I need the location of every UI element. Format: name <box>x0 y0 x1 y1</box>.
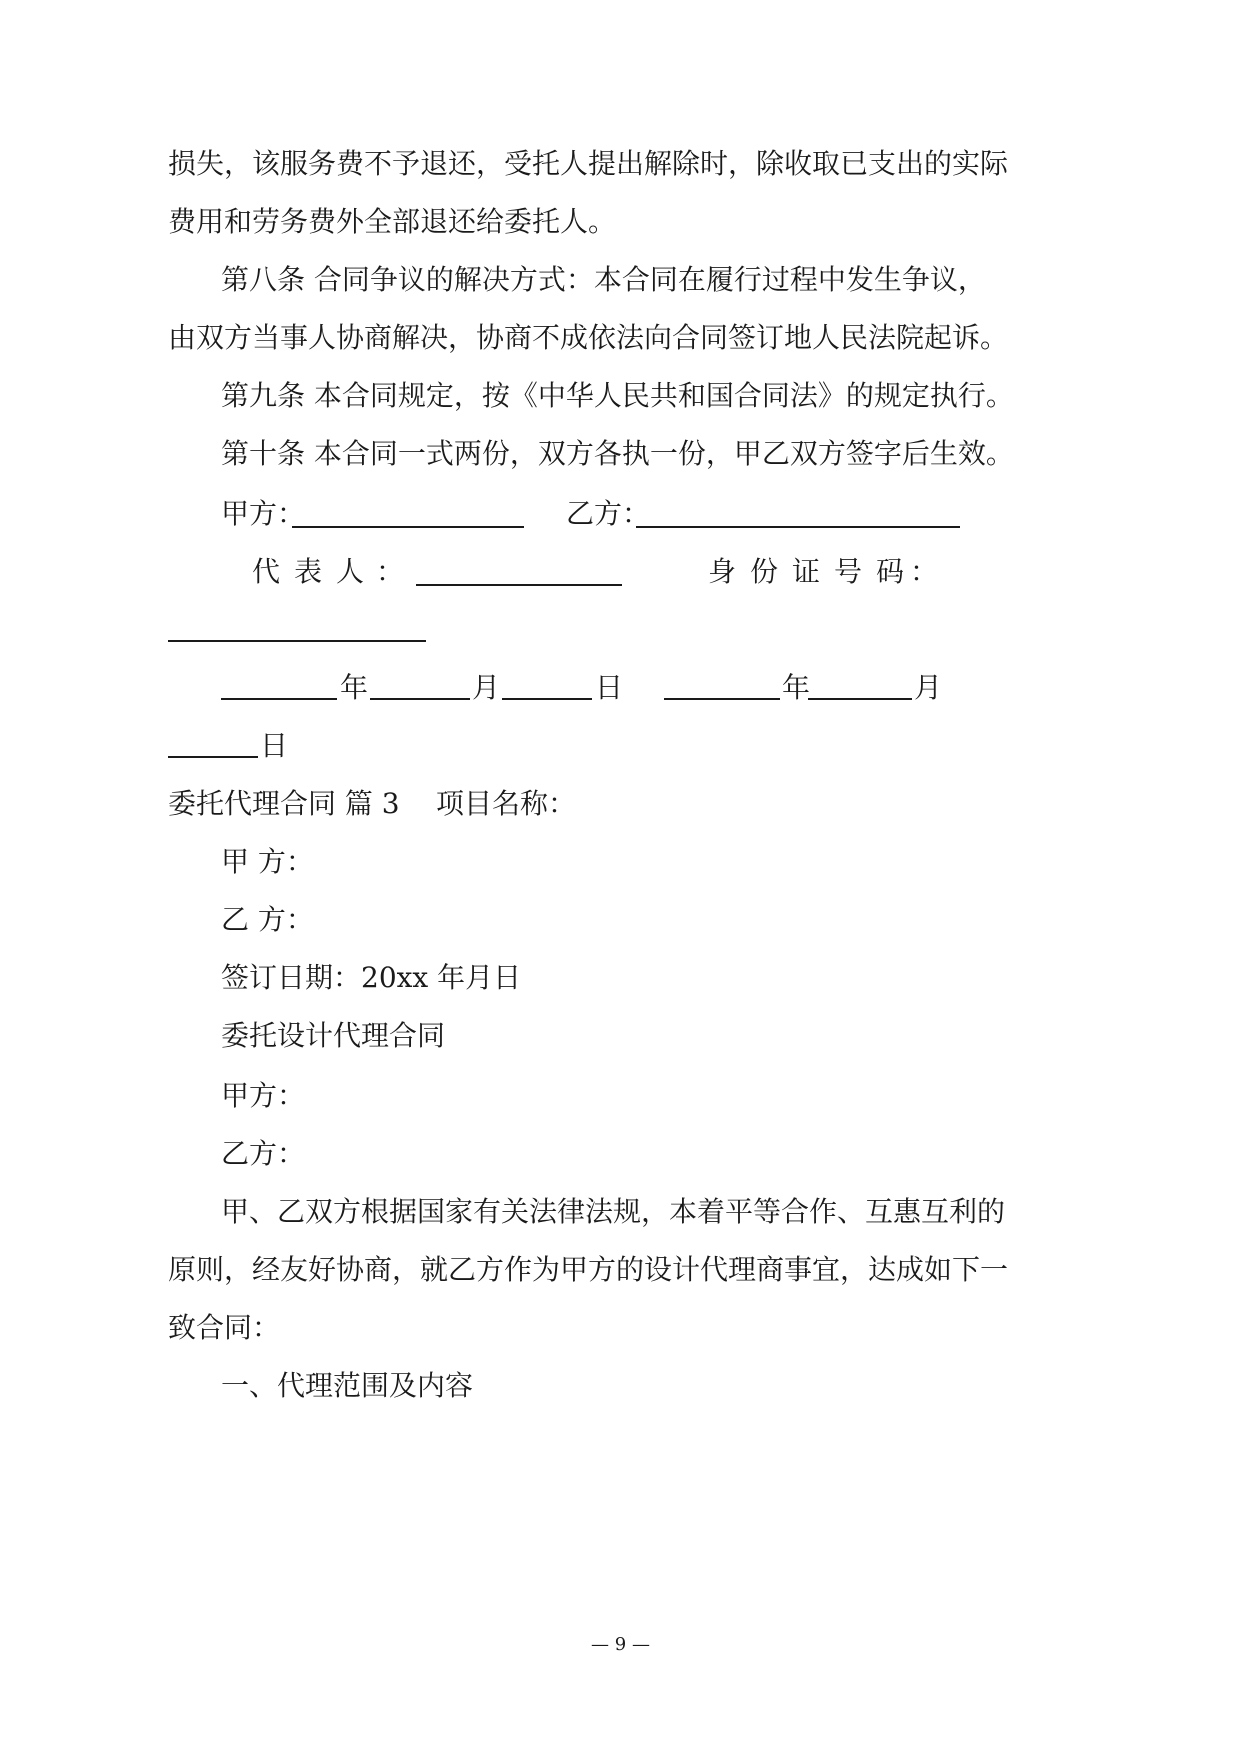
id-char: 份 <box>750 555 779 588</box>
id-char: 号 <box>834 555 863 588</box>
rep-char: 代 <box>252 555 281 588</box>
date-b-day-blank <box>168 756 258 758</box>
id-char: 证 <box>792 555 821 588</box>
date-b-month: 月 <box>914 671 943 704</box>
party-a-label: 甲方： <box>221 497 306 530</box>
date-b-year: 年 <box>782 671 811 704</box>
party-a-blank <box>292 526 524 528</box>
date-a-day-blank <box>502 698 592 700</box>
paragraph-line: 损失，该服务费不予退还，受托人提出解除时，除收取已支出的实际 <box>168 147 1009 180</box>
id-char: 身 <box>708 555 737 588</box>
date-b-year-blank <box>664 698 780 700</box>
intro-line: 致合同： <box>168 1311 281 1344</box>
article-8-line: 第八条 合同争议的解决方式：本合同在履行过程中发生争议， <box>221 263 986 296</box>
party-b-blank <box>636 526 960 528</box>
date-b-day: 日 <box>260 729 289 762</box>
page-number: — 9 — <box>591 1634 650 1655</box>
representative-blank <box>416 584 622 586</box>
rep-char: ： <box>376 555 405 588</box>
project-name-label: 项目名称： <box>436 787 577 820</box>
date-a-year-blank <box>221 698 337 700</box>
article-10: 第十条 本合同一式两份，双方各执一份，甲乙双方签字后生效。 <box>221 437 1014 470</box>
sign-date-line: 签订日期：20xx 年月日 <box>221 961 522 994</box>
article-9: 第九条 本合同规定，按《中华人民共和国合同法》的规定执行。 <box>221 379 1014 412</box>
date-a-day: 日 <box>595 671 624 704</box>
party-b-line-2: 乙方： <box>221 1137 306 1170</box>
paragraph-line: 费用和劳务费外全部退还给委托人。 <box>168 205 617 238</box>
party-b-line: 乙 方： <box>221 903 314 936</box>
date-a-year: 年 <box>340 671 369 704</box>
id-number-blank <box>168 640 426 642</box>
party-a-line: 甲 方： <box>221 845 314 878</box>
intro-line: 原则，经友好协商，就乙方作为甲方的设计代理商事宜，达成如下一 <box>168 1253 1009 1286</box>
date-a-month-blank <box>370 698 470 700</box>
id-char: ： <box>910 555 939 588</box>
id-char: 码 <box>876 555 905 588</box>
party-b-label: 乙方： <box>566 497 651 530</box>
section-heading: 一、代理范围及内容 <box>221 1369 474 1402</box>
rep-char: 人 <box>336 555 365 588</box>
contract-title: 委托设计代理合同 <box>221 1019 446 1052</box>
intro-line: 甲、乙双方根据国家有关法律法规，本着平等合作、互惠互利的 <box>221 1195 1006 1228</box>
party-a-line-2: 甲方： <box>221 1079 306 1112</box>
contract-heading: 委托代理合同 篇 3 <box>168 787 400 820</box>
article-8-line: 由双方当事人协商解决，协商不成依法向合同签订地人民法院起诉。 <box>168 321 1009 354</box>
date-a-month: 月 <box>472 671 501 704</box>
date-b-month-blank <box>808 698 912 700</box>
rep-char: 表 <box>294 555 323 588</box>
